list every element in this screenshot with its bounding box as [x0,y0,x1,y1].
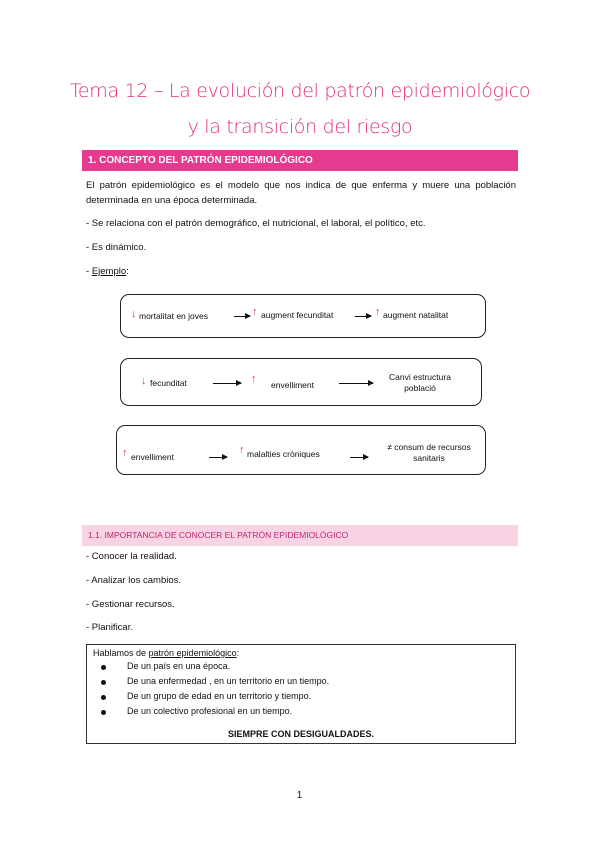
box2-item-3-line1: Canvi estructura [389,372,451,382]
box2-item-3 [379,372,461,394]
frame-heading [93,648,239,658]
example-word: Ejemplo [91,266,127,277]
box2-item-3-line2: població [404,383,436,393]
list-item: - Planificar. [86,622,133,633]
frame-footer: SIEMPRE CON DESIGUALDADES. [227,729,375,739]
arrow-up-icon: ↑ [375,306,381,318]
section-1-1-heading: 1.1. IMPORTANCIA DE CONOCER EL PATRÓN EPIDEMIOLÓGICO [82,525,518,546]
section-1-heading: 1. CONCEPTO DEL PATRÓN EPIDEMIOLÓGICO [82,150,518,171]
bullet-relation: - Se relaciona con el patrón demográfico, el nutricional, el laboral, el político, etc. [86,218,426,229]
arrow-up-icon: ↑ [251,373,257,385]
arrow-up-icon: ↑ [239,444,245,456]
bullet-icon [101,680,106,685]
bullet-dynamic: - Es dinámico. [86,242,147,253]
arrow-up-icon: ↑ [252,306,258,318]
arrow-down-icon: ↓ [141,375,147,387]
bullet-example-suffix: : [126,266,129,277]
box1-item-2: augment fecunditat [261,310,334,320]
diagram-box-2 [120,358,482,406]
page-title-line-2: y la transición del riesgo [187,116,413,138]
summary-frame [86,644,516,744]
box2-item-2: envelliment [271,380,314,390]
frame-item: De una enfermedad , en un territorio en un tiempo. [127,676,330,686]
frame-heading-prefix: Hablamos de [93,648,149,658]
list-item: - Conocer la realidad. [86,551,177,562]
right-arrow-icon [234,316,250,317]
bullet-example [86,264,516,279]
right-arrow-icon [209,457,227,458]
box3-item-2: malalties cròniques [247,449,320,459]
page-number: 1 [296,790,303,801]
intro-paragraph: El patrón epidemiológico es el modelo que nos indica de que enferma y muere una población determinada en una época determinada. [86,180,516,206]
frame-item: De un colectivo profesional en un tiempo. [127,706,293,716]
page-title-line-1: Tema 12 – La evolución del patrón epidemiológico [69,80,531,102]
frame-heading-suffix: : [236,648,240,658]
frame-heading-term: patrón epidemiológico [148,648,237,658]
bullet-icon [101,710,106,715]
bullet-icon [101,665,106,670]
diagram-box-3 [116,425,486,475]
right-arrow-icon [213,383,241,384]
frame-item: De un grupo de edad en un territorio y tiempo. [127,691,312,701]
box1-item-1: mortalitat en joves [139,311,208,321]
arrow-up-icon: ↑ [122,447,128,459]
box2-item-1: fecunditat [150,378,187,388]
right-arrow-icon [339,383,373,384]
box3-item-1: envelliment [131,452,174,462]
list-item: - Gestionar recursos. [86,599,175,610]
box3-item-3 [379,442,479,464]
right-arrow-icon [355,316,371,317]
frame-item: De un país en una época. [127,661,231,671]
box1-item-3: augment natalitat [383,310,449,320]
bullet-icon [101,695,106,700]
box3-item-3-line1: ≠ consum de recursos [387,442,471,452]
arrow-down-icon: ↓ [131,308,137,320]
right-arrow-icon [350,457,368,458]
box3-item-3-line2: sanitaris [413,453,445,463]
diagram-box-1 [120,294,486,338]
bullet-example-prefix: - [86,266,92,277]
list-item: - Analizar los cambios. [86,575,182,586]
